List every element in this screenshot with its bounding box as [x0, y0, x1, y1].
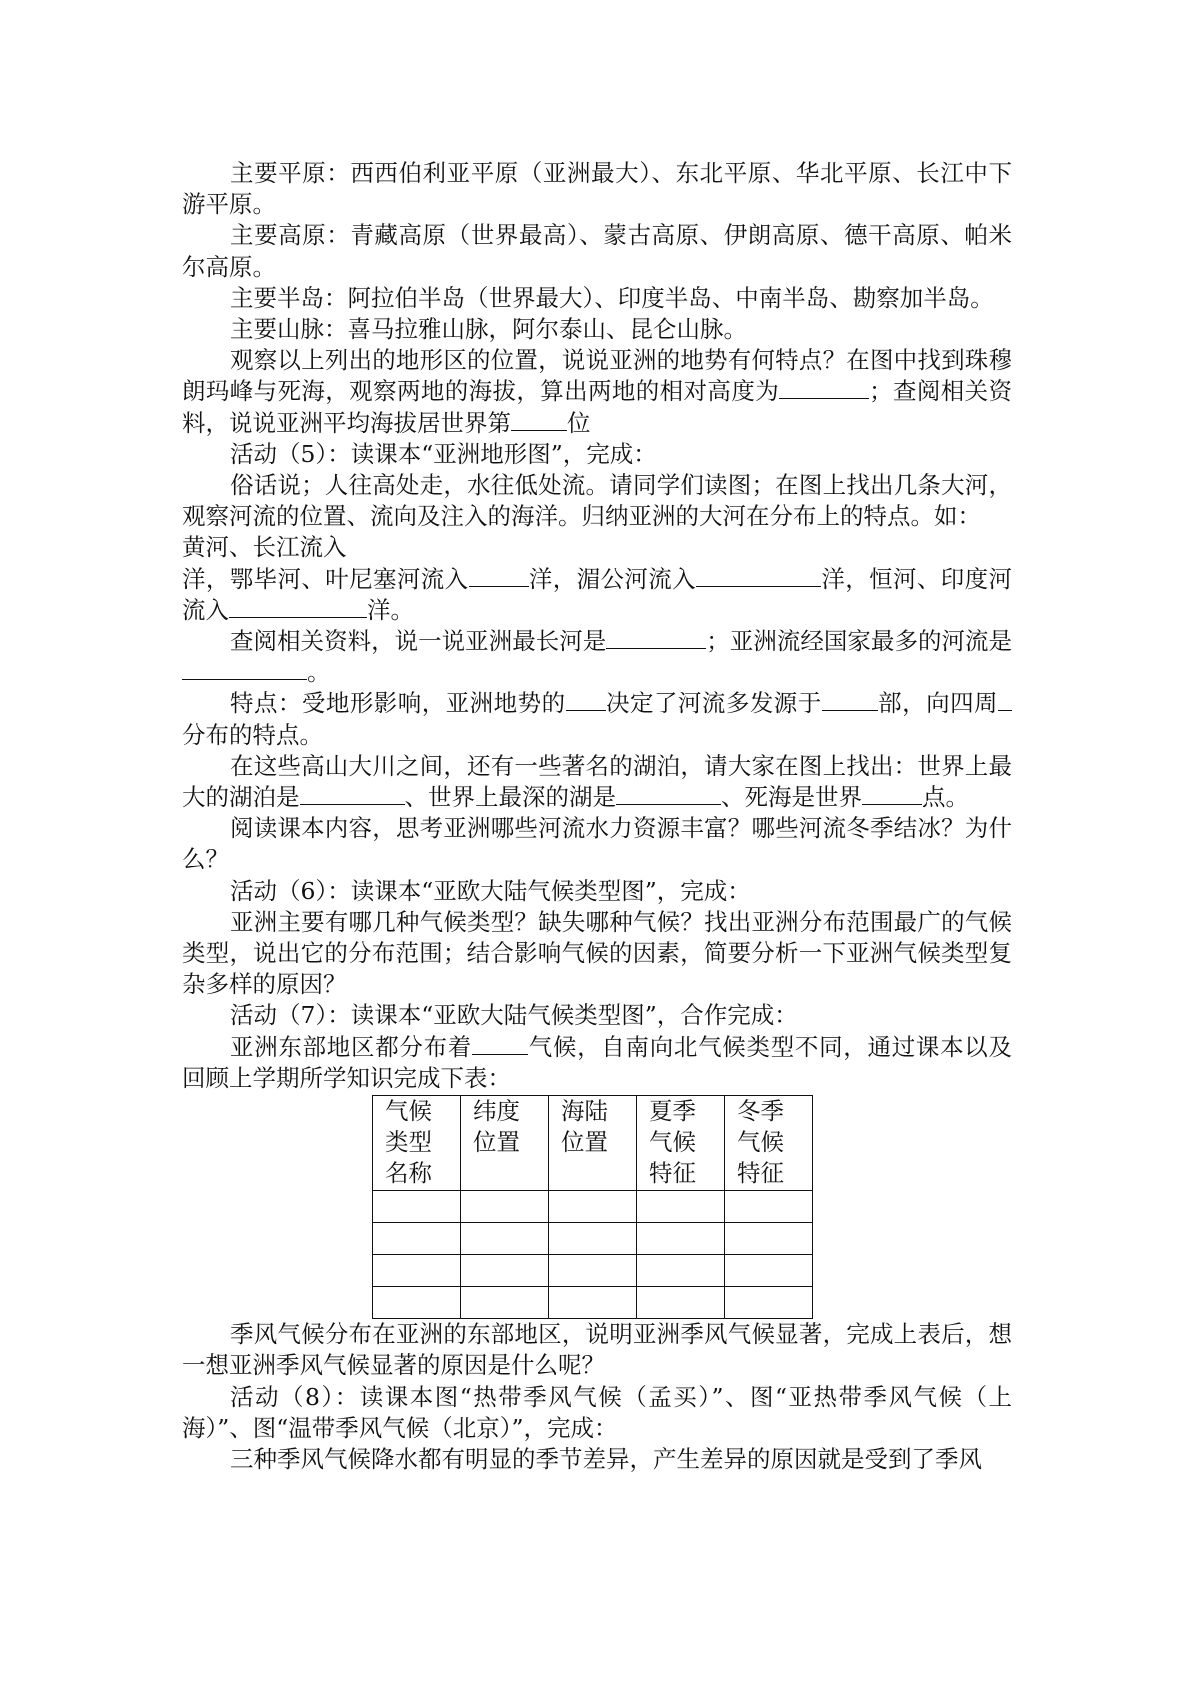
blank-ganges-ocean[interactable] — [229, 595, 367, 618]
blank-largest-lake[interactable] — [300, 782, 405, 805]
table-cell[interactable] — [461, 1287, 549, 1319]
blank-altitude-rank[interactable] — [511, 408, 567, 431]
para-peninsulas: 主要半岛：阿拉伯半岛（世界最大）、印度半岛、中南半岛、勘察加半岛。 — [230, 283, 994, 312]
para-feature: 特点：受地形影响，亚洲地势的 决定了河流多发源于 部，向四周分布的特点。 — [182, 688, 1012, 750]
blank-river-source[interactable] — [822, 688, 878, 711]
para-activity5: 活动（5）：读课本“亚洲地形图”，完成： — [230, 439, 657, 468]
table-cell[interactable] — [461, 1255, 549, 1287]
blank-east-climate[interactable] — [472, 1032, 528, 1055]
table-cell[interactable] — [725, 1255, 813, 1287]
header-summer: 夏季 气候 特征 — [637, 1096, 725, 1191]
blank-deepest-lake[interactable] — [616, 782, 721, 805]
table-cell[interactable] — [637, 1255, 725, 1287]
table-header-row — [373, 1096, 813, 1191]
para-rivers-yellow: 黄河、长江流入 — [182, 533, 347, 562]
table-row — [373, 1255, 813, 1287]
table-cell[interactable] — [549, 1223, 637, 1255]
para-activity6: 活动（6）：读课本“亚欧大陆气候类型图”，完成： — [230, 876, 751, 905]
blank-ob-ocean[interactable] — [469, 564, 529, 587]
table-row — [373, 1223, 813, 1255]
para-rivers-intro: 俗话说；人往高处走，水往低处流。请同学们读图；在图上找出几条大河，观察河流的位置、流向及注入的海洋。归纳亚洲的大河在分布上的特点。如： — [182, 471, 1012, 531]
header-winter: 冬季 气候 特征 — [725, 1096, 813, 1191]
para-terrain-question: 观察以上列出的地形区的位置，说说亚洲的地势有何特点？在图中找到珠穆朗玛峰与死海，观察两地的海拔，算出两地的相对高度为 ；查阅相关资料，说说亚洲平均海拔居世界第 位 — [182, 346, 1013, 437]
para-east-asia: 亚洲东部地区都分布着 气候，自南向北气候类型不同，通过课本以及回顾上学期所学知识完成下表： — [182, 1032, 1012, 1092]
table-cell[interactable] — [637, 1287, 725, 1319]
table-cell[interactable] — [549, 1255, 637, 1287]
header-climate-name: 气候 类型 名称 — [373, 1096, 461, 1191]
blank-flow-direction[interactable] — [998, 688, 1012, 711]
table-cell[interactable] — [549, 1287, 637, 1319]
table-cell[interactable] — [461, 1223, 549, 1255]
header-land-sea: 海陆 位置 — [549, 1096, 637, 1191]
table-cell[interactable] — [637, 1223, 725, 1255]
table-cell[interactable] — [725, 1287, 813, 1319]
blank-dead-sea[interactable] — [862, 782, 922, 805]
table-cell[interactable] — [725, 1191, 813, 1223]
para-plateaus: 主要高原：青藏高原（世界最高）、蒙古高原、伊朗高原、德干高原、帕米尔高原。 — [182, 221, 1012, 281]
climate-table — [372, 1095, 813, 1319]
para-last: 三种季风气候降水都有明显的季节差异，产生差异的原因就是受到了季风 — [230, 1444, 982, 1473]
para-lakes: 在这些高山大川之间，还有一些著名的湖泊，请大家在图上找出：世界上最大的湖泊是 、世界上最深的湖是 、死海是世界 点。 — [182, 751, 1012, 812]
table-cell[interactable] — [725, 1223, 813, 1255]
table-row — [373, 1191, 813, 1223]
para-activity7: 活动（7）：读课本“亚欧大陆气候类型图”，合作完成： — [230, 1001, 798, 1030]
para-monsoon: 季风气候分布在亚洲的东部地区，说明亚洲季风气候显著，完成上表后，想一想亚洲季风气候显著的原因是什么呢？ — [182, 1320, 1012, 1380]
header-latitude: 纬度 位置 — [461, 1096, 549, 1191]
table-cell[interactable] — [637, 1191, 725, 1223]
table-cell[interactable] — [549, 1191, 637, 1223]
table-cell[interactable] — [373, 1255, 461, 1287]
blank-relative-height[interactable] — [779, 376, 869, 399]
table-cell[interactable] — [373, 1287, 461, 1319]
para-mountains: 主要山脉：喜马拉雅山脉，阿尔泰山、昆仑山脉。 — [230, 315, 747, 344]
blank-terrain-feature[interactable] — [566, 688, 606, 711]
para-plains: 主要平原：西西伯利亚平原（亚洲最大）、东北平原、华北平原、长江中下游平原。 — [182, 159, 1012, 219]
document-page — [182, 158, 1012, 1475]
table-row — [373, 1287, 813, 1319]
table-cell[interactable] — [461, 1191, 549, 1223]
para-climate-types: 亚洲主要有哪几种气候类型？缺失哪种气候？找出亚洲分布范围最广的气候类型，说出它的分布范围；结合影响气候的因素，简要分析一下亚洲气候类型复杂多样的原因？ — [182, 907, 1012, 999]
para-rivers-oceans: 洋，鄂毕河、叶尼塞河流入 洋，湄公河流入 洋，恒河、印度河流入 洋。 — [182, 564, 1012, 624]
table-cell[interactable] — [373, 1191, 461, 1223]
blank-longest-river[interactable] — [606, 626, 706, 649]
para-hydro: 阅读课本内容，思考亚洲哪些河流水力资源丰富？哪些河流冬季结冰？为什么？ — [182, 814, 1012, 874]
blank-mekong-ocean[interactable] — [696, 564, 821, 587]
para-activity8: 活动（8）：读课本图“热带季风气候（孟买）”、图“亚热带季风气候（上海）”、图“温带季风气候（北京）”，完成： — [182, 1382, 1012, 1442]
table-cell[interactable] — [373, 1223, 461, 1255]
para-longest-river: 查阅相关资料，说一说亚洲最长河是 ；亚洲流经国家最多的河流是。 — [182, 626, 1012, 688]
blank-most-countries-river[interactable] — [182, 657, 307, 680]
